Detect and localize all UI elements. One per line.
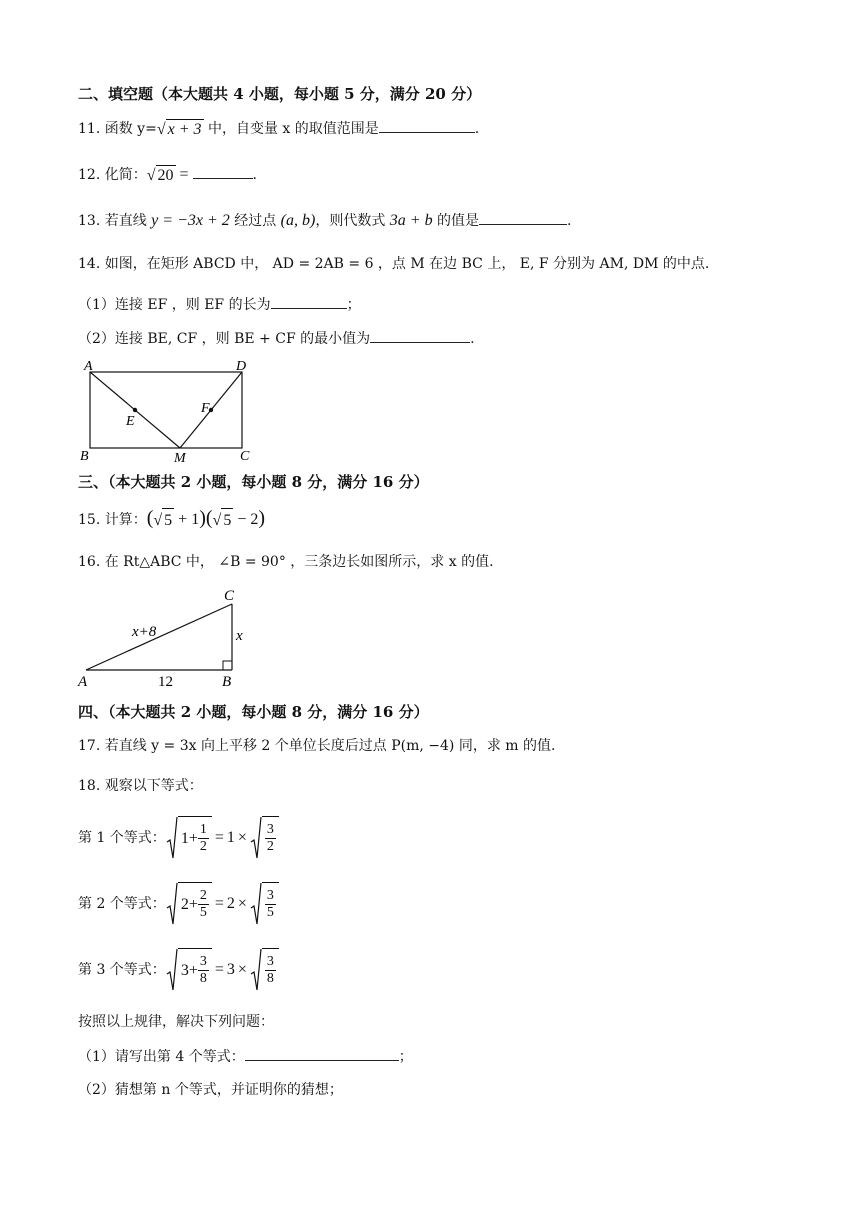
q17-text: 若直线 y = 3x 向上平移 2 个单位长度后过点 P(m, −4) 同，求 m 的值. xyxy=(104,738,556,754)
q13-end: . xyxy=(567,213,572,229)
label-e: E xyxy=(126,414,135,429)
q13-number: 13. xyxy=(78,213,101,229)
q11-answer-blank[interactable] xyxy=(379,118,475,133)
q18-equation-2: 第 2 个等式： 2 + $\frac{2}{5}$ = 2 × $\frac{3}{5}$ xyxy=(78,882,279,926)
label-d: D xyxy=(236,359,247,374)
q12-equals: = xyxy=(175,166,193,183)
q18-rule: 按照以上规律，解决下列问题： xyxy=(78,1014,274,1030)
label-a: A xyxy=(78,674,88,690)
q14-text: 如图，在矩形 ABCD 中， AD = 2AB = 6 ，点 M 在边 BC 上， E, F 分别为 AM, DM 的中点. xyxy=(104,256,710,272)
label-hypotenuse: x+8 xyxy=(132,624,157,640)
equation-label: 第 2 个等式： xyxy=(78,896,166,912)
q14-part1-blank[interactable] xyxy=(271,294,347,309)
label-a: A xyxy=(84,359,93,374)
section-heading-2: 二、填空题（本大题共 4 小题，每小题 5 分，满分 20 分） xyxy=(78,85,482,103)
q13-prefix: 若直线 xyxy=(104,213,152,229)
q15-sqrt-2: √ 5 xyxy=(213,508,234,533)
q14-part-2 xyxy=(78,328,475,349)
equation-left-sqrt: 2 + $\frac{2}{5}$ xyxy=(166,882,212,926)
q13-mid: 经过点 xyxy=(229,213,281,229)
equation-label: 第 3 个等式： xyxy=(78,962,166,978)
q12-radicand: 20 xyxy=(157,166,174,184)
question-14 xyxy=(78,254,709,274)
question-17 xyxy=(78,736,555,756)
q18-intro: 观察以下等式： xyxy=(104,778,203,794)
label-m: M xyxy=(174,451,186,466)
q13-mid2: ，则代数式 xyxy=(315,213,390,229)
question-13 xyxy=(78,210,571,231)
label-f: F xyxy=(201,401,210,416)
q14-part-1 xyxy=(78,294,361,315)
q18-number: 18. xyxy=(78,778,101,794)
label-c: C xyxy=(240,449,250,464)
q18-equation-1: 第 1 个等式： 1 + $\frac{1}{2}$ = 1 × $\frac{3}{2}$ xyxy=(78,816,279,860)
q18-equation-3: 第 3 个等式： 3 + $\frac{3}{8}$ = 3 × $\frac{3}{8}$ xyxy=(78,948,279,992)
equation-label: 第 1 个等式： xyxy=(78,830,166,846)
q16-triangle-figure xyxy=(76,586,266,692)
question-12 xyxy=(78,164,257,186)
point-e xyxy=(133,408,137,412)
label-b: B xyxy=(80,449,89,464)
q11-text: 中，自变量 x 的取值范围是 xyxy=(203,121,379,137)
q18-part1-blank[interactable] xyxy=(245,1046,399,1061)
q18-part1-text: （1）请写出第 4 个等式： xyxy=(78,1049,245,1065)
right-angle-mark xyxy=(223,661,232,670)
q12-end: . xyxy=(252,167,257,183)
q13-point: (a, b) xyxy=(280,212,316,229)
equation-right-sqrt: $\frac{3}{8}$ xyxy=(250,948,279,992)
q13-line-expr: y = −3x + 2 xyxy=(151,212,230,229)
label-b: B xyxy=(222,674,232,690)
q11-number: 11. xyxy=(78,121,101,137)
question-16 xyxy=(78,552,494,572)
question-11 xyxy=(78,118,479,140)
equation-right-sqrt: $\frac{3}{5}$ xyxy=(250,882,279,926)
q15-plus: + 1 xyxy=(174,511,200,528)
q11-prefix: 函数 y= xyxy=(104,121,157,137)
q12-answer-blank[interactable] xyxy=(193,164,253,179)
q11-radicand: x + 3 xyxy=(167,120,202,138)
label-c: C xyxy=(224,588,235,604)
q13-answer-blank[interactable] xyxy=(479,210,567,225)
q13-post: 的值是 xyxy=(432,213,480,229)
q11-sqrt: √ x + 3 xyxy=(156,120,202,138)
label-base: 12 xyxy=(158,674,173,690)
q16-number: 16. xyxy=(78,554,101,570)
q12-prefix: 化简： xyxy=(104,167,147,183)
question-18 xyxy=(78,776,203,796)
q14-part2-blank[interactable] xyxy=(370,328,470,343)
question-15: 15. 计算：(√ 5 + 1)(√ 5 − 2) xyxy=(78,506,265,533)
q14-part1-end: ； xyxy=(346,297,361,313)
q14-rectangle-figure xyxy=(78,356,258,466)
q15-sqrt-1: √ 5 xyxy=(153,508,174,533)
q18-part-2: （2）猜想第 n 个等式，并证明你的猜想； xyxy=(78,1082,343,1098)
q14-number: 14. xyxy=(78,256,101,272)
q18-part-1 xyxy=(78,1046,413,1067)
equation-left-sqrt: 3 + $\frac{3}{8}$ xyxy=(166,948,212,992)
q15-prefix: 计算： xyxy=(104,512,147,528)
q14-part2-text: （2）连接 BE, CF ，则 BE + CF 的最小值为 xyxy=(78,331,371,347)
q13-expr2: 3a + b xyxy=(389,212,433,229)
q12-sqrt: √ 20 xyxy=(146,166,174,184)
label-leg: x xyxy=(236,628,243,644)
q12-number: 12. xyxy=(78,167,101,183)
equation-left-sqrt: 1 + $\frac{1}{2}$ xyxy=(166,816,212,860)
equation-right-sqrt: $\frac{3}{2}$ xyxy=(250,816,279,860)
section-heading-4: 四、（本大题共 2 小题，每小题 8 分，满分 16 分） xyxy=(78,703,429,721)
q16-text: 在 Rt△ABC 中， ∠B = 90° ，三条边长如图所示，求 x 的值. xyxy=(104,554,494,570)
q11-end: . xyxy=(474,121,480,137)
q17-number: 17. xyxy=(78,738,101,754)
q18-part1-end: ； xyxy=(398,1049,413,1065)
q15-number: 15. xyxy=(78,512,101,528)
q14-part1-text: （1）连接 EF ，则 EF 的长为 xyxy=(78,297,271,313)
q15-minus: − 2 xyxy=(233,511,259,528)
section-heading-3: 三、（本大题共 2 小题，每小题 8 分，满分 16 分） xyxy=(78,473,429,491)
q14-part2-end: . xyxy=(470,331,475,347)
side-ac xyxy=(86,604,232,670)
